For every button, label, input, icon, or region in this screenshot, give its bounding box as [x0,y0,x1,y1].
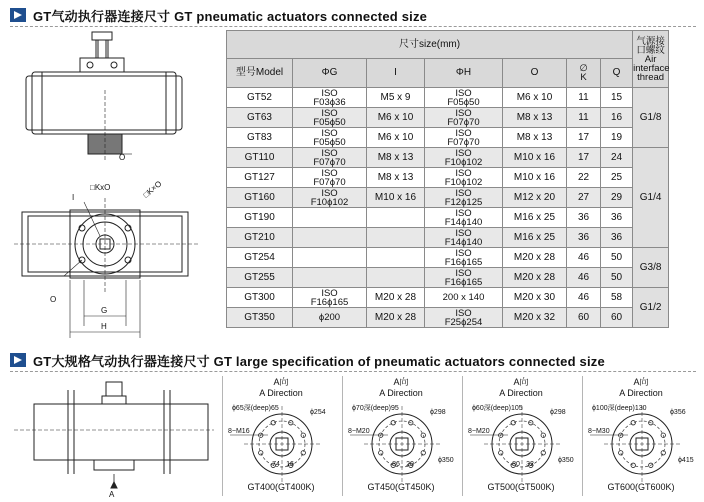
cell-h: 200 x 140 [425,288,503,308]
cell-model: GT110 [227,148,293,168]
table-row [227,108,669,128]
cell-thread: G1/2 [633,288,669,328]
bolt-hole [301,451,305,455]
col-model: 型号Model [227,59,293,88]
plan-view [14,198,198,292]
direction-label-en: A Direction [499,388,543,398]
cell-k: 46 [567,288,601,308]
table-row [227,248,669,268]
cell-q: 60 [601,308,633,328]
col-q: Q [601,59,633,88]
label-pcd: ϕ254 [310,409,326,416]
col-i: I [367,59,425,88]
label-h: H [101,322,107,331]
cell-o: M20 x 28 [503,268,567,288]
cell-o: M20 x 32 [503,308,567,328]
cell-k: 11 [567,108,601,128]
section-title-text: GT大规格气动执行器连接尺寸 GT large specification of pneumatic actuators connected size [33,353,605,369]
cell-k: 22 [567,168,601,188]
bolt-hole [421,451,425,455]
cell-i: M8 x 13 [367,148,425,168]
side-view [26,32,182,162]
label-bolt: 8−M20 [468,428,490,435]
cell-k: 36 [567,208,601,228]
cell-model: GT52 [227,88,293,108]
cell-i: M8 x 13 [367,168,425,188]
col-g: ΦG [293,59,367,88]
label-o: 16 [286,461,294,468]
cell-k: 17 [567,128,601,148]
cell-h: ISO F05ϕ50 [425,88,503,108]
col-h: ΦH [425,59,503,88]
flange-drawing [582,400,700,482]
label-pcd: ϕ356 [670,409,686,416]
cell-g: ϕ200 [293,308,367,328]
cell-q: 19 [601,128,633,148]
label-pcd: ϕ298 [430,409,446,416]
label-a-arrow: A [109,490,115,499]
cell-model: GT255 [227,268,293,288]
table-row [227,228,669,248]
label-o: 32 [526,461,534,468]
bolt-hole [661,433,665,437]
cell-g: ISO F03ϕ36 [293,88,367,108]
cell-model: GT190 [227,208,293,228]
cell-g [293,228,367,248]
table-row [227,168,669,188]
direction-label-cn: A向 [393,377,409,387]
bolt-hole [541,433,545,437]
label-o-side: O [119,153,126,162]
cell-o: M12 x 20 [503,188,567,208]
cell-h: ISO F12ϕ125 [425,188,503,208]
flange-drawing [462,400,580,482]
cell-o: M16 x 25 [503,208,567,228]
model-caption: GT500(GT500K) [487,482,555,492]
label-bolt: 8−M30 [588,428,610,435]
cell-model: GT350 [227,308,293,328]
cell-k: 36 [567,228,601,248]
cell-thread: G1/8 [633,88,669,148]
cell-o: M10 x 16 [503,148,567,168]
label-g: G [101,306,108,315]
cell-i: M5 x 9 [367,88,425,108]
section-title-large [10,351,605,369]
label-bolt: 8−M20 [348,428,370,435]
cell-i: M20 x 28 [367,308,425,328]
cell-k: 46 [567,248,601,268]
spec-body [227,88,669,328]
cell-h: ISO F07ϕ70 [425,108,503,128]
cell-k: 17 [567,148,601,168]
cell-model: GT300 [227,288,293,308]
table-row [227,288,669,308]
cell-o: M16 x 25 [503,228,567,248]
label-outer: ϕ415 [678,457,694,464]
cell-o: M6 x 10 [503,88,567,108]
cell-g: ISO F05ϕ50 [293,128,367,148]
direction-label-en: A Direction [259,388,303,398]
label-bolt: 8−M16 [228,428,250,435]
table-row [227,188,669,208]
cell-i [367,268,425,288]
cell-g: ISO F16ϕ165 [293,288,367,308]
cell-g [293,208,367,228]
bolt-hole [421,433,425,437]
cell-q: 50 [601,268,633,288]
cell-g: ISO F10ϕ102 [293,188,367,208]
label-deep: ϕ100深(deep)130 [592,405,647,412]
label-k: 80 [512,461,520,468]
direction-label-cn: A向 [633,377,649,387]
cell-thread: G3/8 [633,248,669,288]
cell-q: 15 [601,88,633,108]
label-deep: ϕ70深(deep)95 [352,405,399,412]
label-pcd: ϕ298 [550,409,566,416]
bolt-hole [541,451,545,455]
label-o: 20 [406,461,414,468]
bolt-hole [271,421,275,425]
table-row [227,268,669,288]
bolt-hole [631,463,635,467]
label-i: I [72,193,75,202]
label-o-bottom: O [50,295,57,304]
cell-o: M20 x 28 [503,248,567,268]
cell-h: ISO F16ϕ165 [425,268,503,288]
cell-h: ISO F14ϕ140 [425,228,503,248]
label-outer: ϕ350 [438,457,454,464]
cell-q: 25 [601,168,633,188]
label-kxo-rotated: □K×O [141,179,164,200]
direction-label-en: A Direction [619,388,663,398]
cell-i: M6 x 10 [367,128,425,148]
model-caption: GT450(GT450K) [367,482,435,492]
cell-i [367,248,425,268]
cell-q: 36 [601,228,633,248]
table-row [227,128,669,148]
bolt-hole [661,451,665,455]
cell-i: M10 x 16 [367,188,425,208]
cell-g [293,248,367,268]
cell-h: ISO F25ϕ254 [425,308,503,328]
bolt-hole [511,421,515,425]
cell-i [367,208,425,228]
cell-o: M20 x 30 [503,288,567,308]
cell-k: 11 [567,88,601,108]
cell-model: GT63 [227,108,293,128]
cell-k: 60 [567,308,601,328]
cell-model: GT160 [227,188,293,208]
flange-drawing [222,400,340,482]
bolt-hole [631,421,635,425]
cell-g: ISO F05ϕ50 [293,108,367,128]
cell-k: 46 [567,268,601,288]
cell-q: 36 [601,208,633,228]
label-k: 86 [392,461,400,468]
divider [10,26,696,27]
cell-q: 58 [601,288,633,308]
cell-h: ISO F16ϕ165 [425,248,503,268]
large-actuator-drawing [10,376,216,500]
col-o: O [503,59,567,88]
cell-model: GT210 [227,228,293,248]
table-row [227,148,669,168]
label-outer: ϕ350 [558,457,574,464]
play-icon [10,8,26,22]
table-row [227,208,669,228]
cell-q: 29 [601,188,633,208]
spec-table [226,30,669,328]
table-row [227,308,669,328]
cell-model: GT254 [227,248,293,268]
cell-h: ISO F10ϕ102 [425,168,503,188]
cell-i: M6 x 10 [367,108,425,128]
direction-label-cn: A向 [513,377,529,387]
cell-i [367,228,425,248]
cell-h: ISO F07ϕ70 [425,128,503,148]
divider [10,371,696,372]
cell-g [293,268,367,288]
flange-drawing [342,400,460,482]
actuator-drawing [8,30,222,348]
play-icon [10,353,26,367]
cell-o: M10 x 16 [503,168,567,188]
col-k: ∅ K [567,59,601,88]
direction-label-cn: A向 [273,377,289,387]
bolt-hole [391,421,395,425]
bolt-hole [301,433,305,437]
thread-header: 气源接 口螺纹 Air interface thread [633,31,669,88]
cell-o: M8 x 13 [503,108,567,128]
cell-q: 24 [601,148,633,168]
label-k: 74 [272,461,280,468]
cell-q: 50 [601,248,633,268]
table-row [227,88,669,108]
section-title-standard [10,6,427,24]
cell-thread: G1/4 [633,148,669,248]
cell-h: ISO F14ϕ140 [425,208,503,228]
cell-k: 27 [567,188,601,208]
cell-i: M20 x 28 [367,288,425,308]
section-title-text: GT气动执行器连接尺寸 GT pneumatic actuators connected size [33,8,428,24]
cell-g: ISO F07ϕ70 [293,168,367,188]
cell-model: GT83 [227,128,293,148]
cell-model: GT127 [227,168,293,188]
direction-label-en: A Direction [379,388,423,398]
cell-h: ISO F10ϕ102 [425,148,503,168]
label-kxo: □KxO [90,183,111,192]
model-caption: GT600(GT600K) [607,482,675,492]
size-header: 尺寸size(mm) [227,31,633,59]
cell-q: 16 [601,108,633,128]
model-caption: GT400(GT400K) [247,482,315,492]
label-deep: ϕ60深(deep)105 [472,405,523,412]
label-deep: ϕ65深(deep)65 [232,405,279,412]
cell-g: ISO F07ϕ70 [293,148,367,168]
cell-o: M8 x 13 [503,128,567,148]
